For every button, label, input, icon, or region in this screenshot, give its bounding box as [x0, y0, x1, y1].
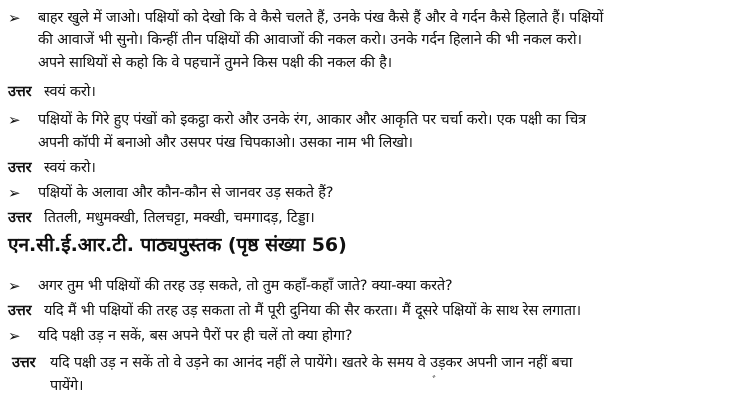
answer-label: उत्तर	[8, 160, 32, 176]
answer-label: उत्तर	[8, 210, 32, 226]
bullet-icon: ➢	[8, 327, 21, 345]
question-1-line-3: अपने साथियों से कहो कि वे पहचानें तुमने किस पक्षी की नकल की है।	[38, 55, 392, 71]
question-4-line-1: अगर तुम भी पक्षियों की तरह उड़ सकते, तो तुम कहाँ-कहाँ जाते? क्या-क्या करते?	[38, 278, 453, 294]
question-1-line-1: बाहर खुले में जाओ। पक्षियों को देखो कि वे कैसे चलते हैं, उनके पंख कैसे हैं और वे गर्दन कैसे हिलाते हैं। पक्षियों	[38, 10, 604, 26]
bullet-icon: ➢	[8, 277, 21, 295]
answer-label: उत्तर	[12, 355, 36, 371]
answer-5-line-1: यदि पक्षी उड़ न सकें तो वे उड़ने का आनंद नहीं ले पायेंगे। खतरे के समय वे उड़कर अपनी जान नहीं बचा	[50, 355, 573, 371]
answer-3-text: तितली, मधुमक्खी, तिलचट्टा, मक्खी, चमगादड़, टिड्डा।	[44, 210, 315, 226]
answer-label: उत्तर	[8, 84, 32, 100]
question-3-line-1: पक्षियों के अलावा और कौन-कौन से जानवर उड़ सकते हैं?	[38, 185, 334, 201]
answer-label: उत्तर	[8, 303, 32, 319]
answer-2-text: स्वयं करो।	[44, 160, 96, 176]
question-2-line-1: पक्षियों के गिरे हुए पंखों को इकट्ठा करो और उनके रंग, आकार और आकृति पर चर्चा करो। एक पक्षी का चित्र	[38, 112, 586, 128]
answer-4-text: यदि मैं भी पक्षियों की तरह उड़ सकता तो मैं पूरी दुनिया की सैर करता। मैं दूसरे पक्षियों के साथ रेस लगाता।	[44, 303, 581, 319]
stray-mark: ﾞ	[432, 374, 439, 388]
answer-1-text: स्वयं करो।	[44, 84, 96, 100]
question-2-line-2: अपनी कॉपी में बनाओ और उसपर पंख चिपकाओ। उसका नाम भी लिखो।	[38, 135, 413, 151]
bullet-icon: ➢	[8, 184, 21, 202]
bullet-icon: ➢	[8, 9, 21, 27]
bullet-icon: ➢	[8, 111, 21, 129]
section-heading: एन.सी.ई.आर.टी. पाठ्यपुस्तक (पृष्ठ संख्या 56)	[8, 234, 347, 256]
answer-5-line-2: पायेंगे।	[50, 378, 84, 394]
question-5-line-1: यदि पक्षी उड़ न सकें, बस अपने पैरों पर ही चलें तो क्या होगा?	[38, 328, 353, 344]
question-1-line-2: की आवाजें भी सुनो। किन्हीं तीन पक्षियों की आवाजों की नकल करो। उनके गर्दन हिलाने की भी नकल करो।	[38, 32, 582, 48]
